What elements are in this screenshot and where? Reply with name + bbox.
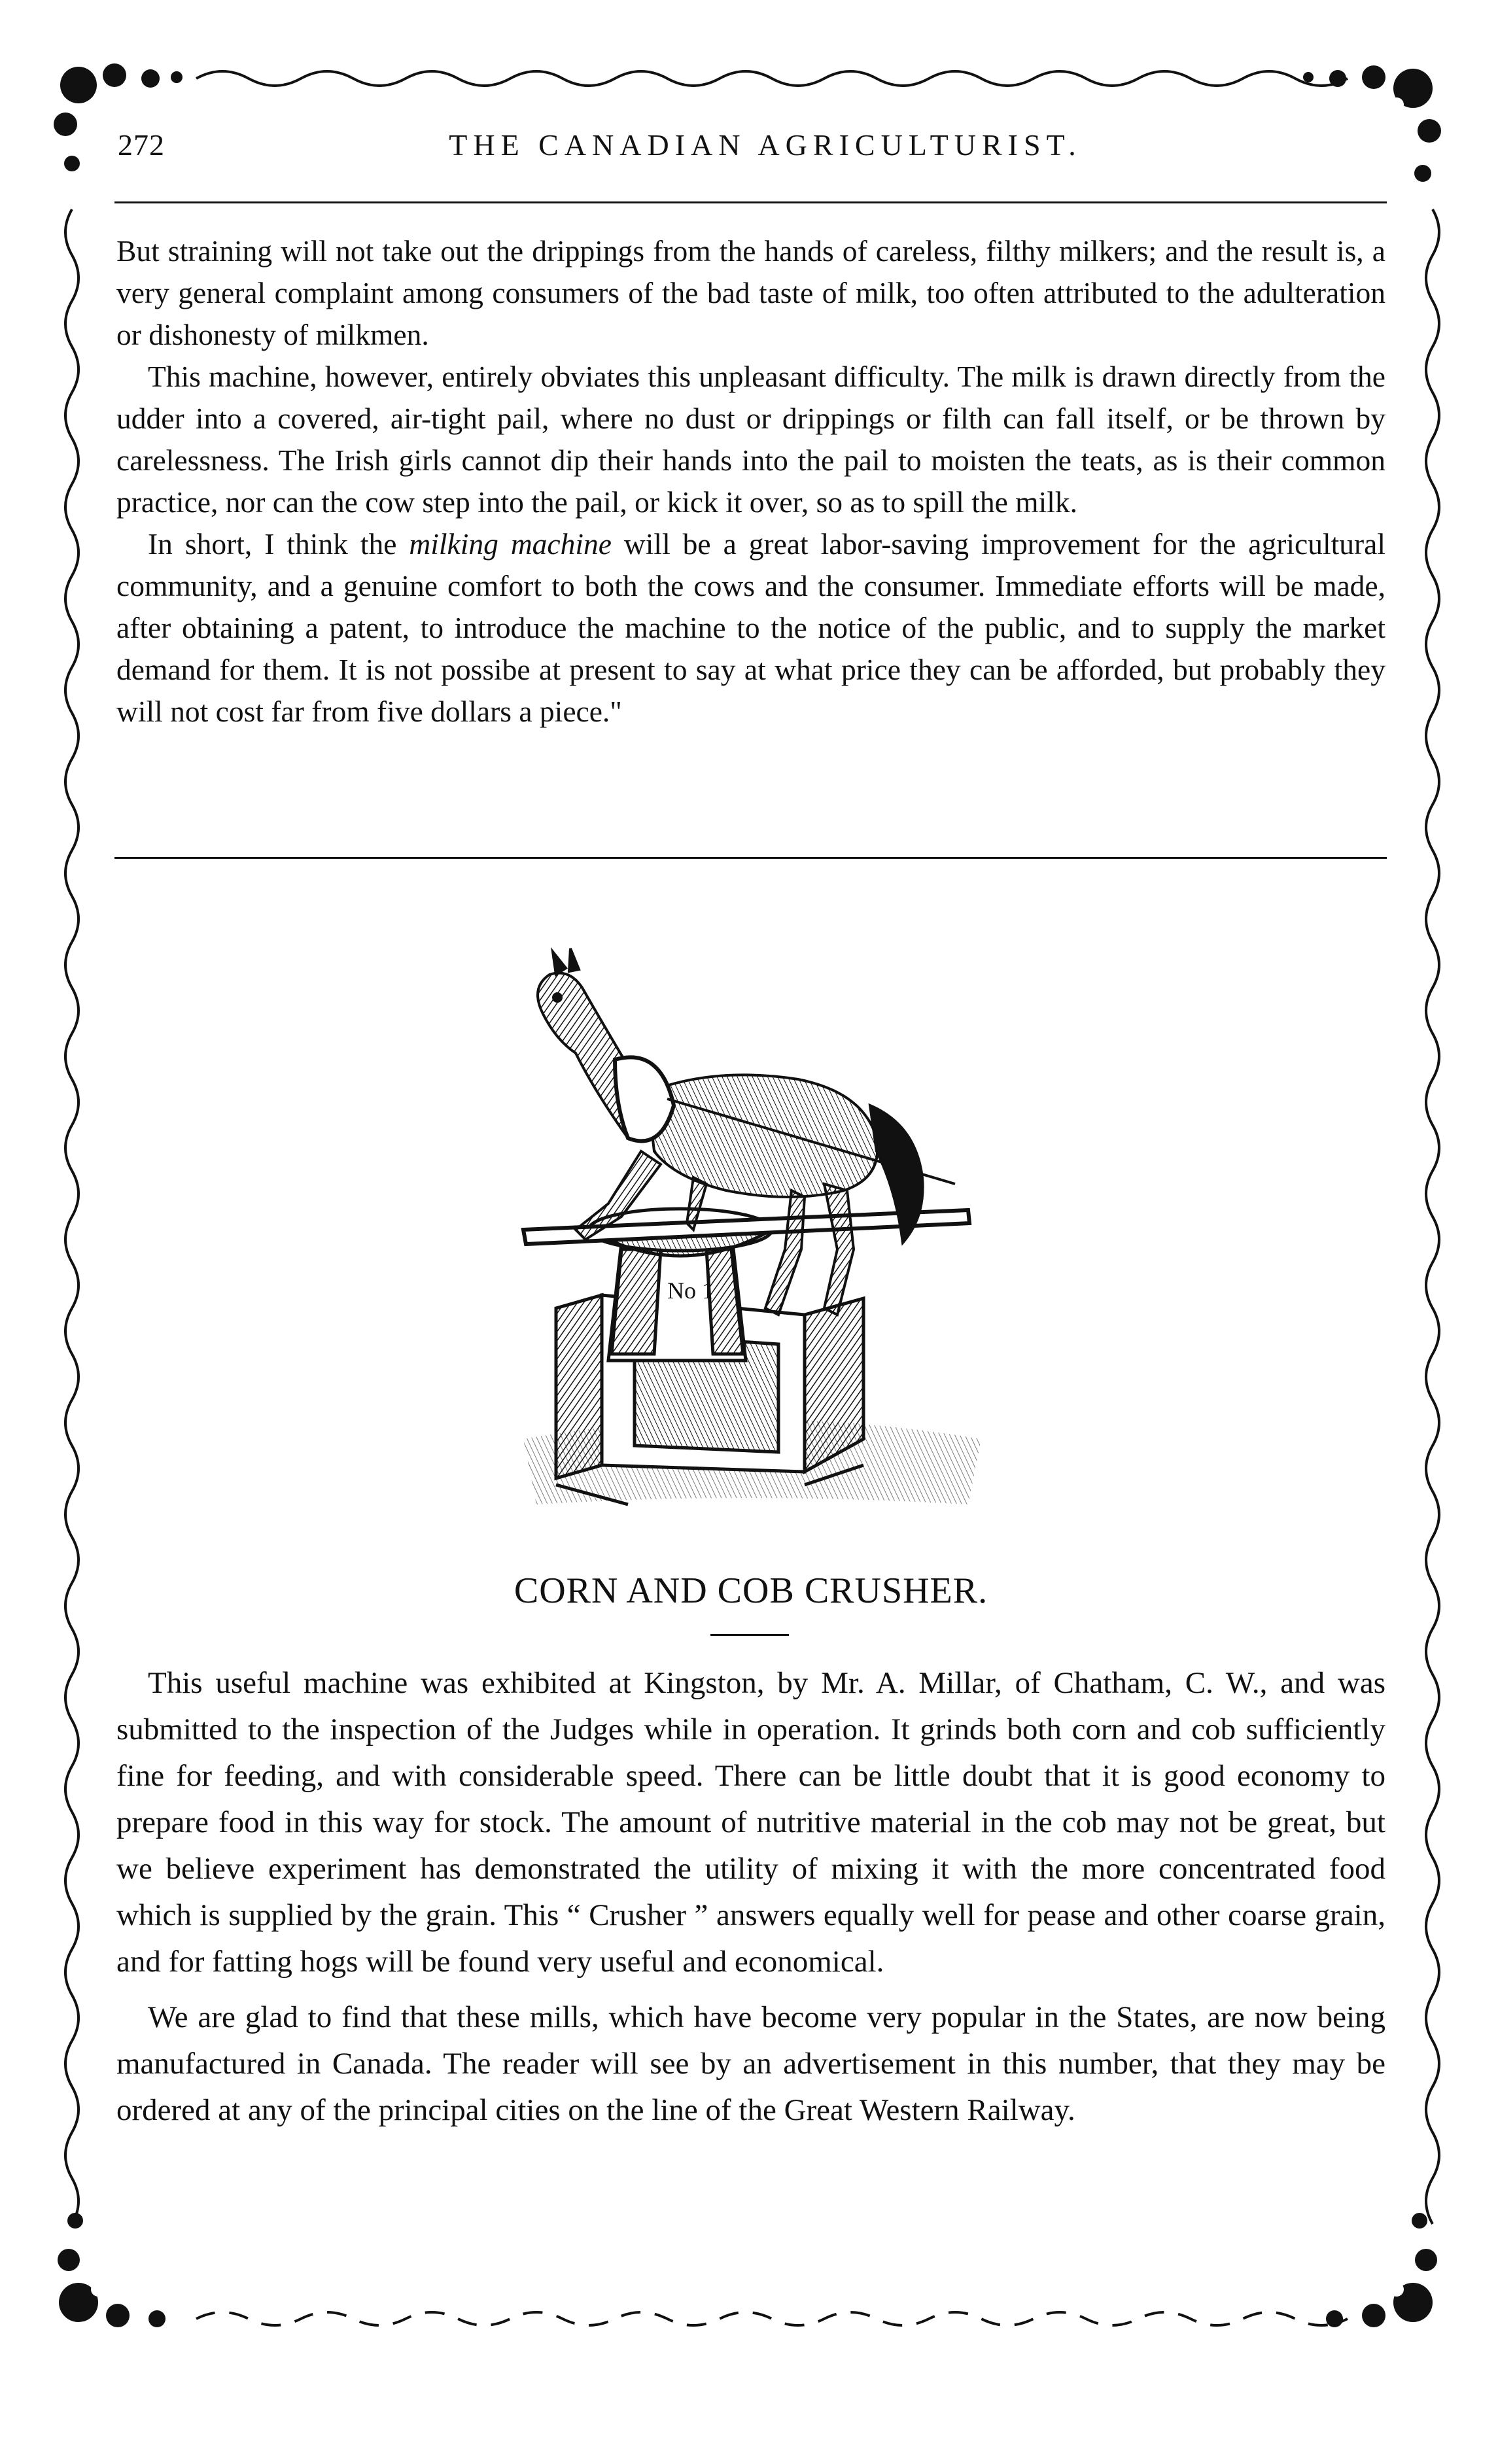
page-number: 272 — [118, 128, 165, 162]
crusher-paragraph-2: We are glad to find that these mills, which have become very popular in the States, are now being manufactured in Canada. The reader will see by an advertisement in this number, that they may be ordered at any of the principal cities on the line of the Great Western Railway. — [116, 2000, 1385, 2127]
left-border-line — [65, 209, 78, 2224]
paragraph-3-lead: In short, I think the — [148, 527, 409, 561]
plate-label: No 1 — [667, 1277, 714, 1304]
running-header — [118, 128, 1387, 173]
crusher-paragraph-1: This useful machine was exhibited at Kingston, by Mr. A. Millar, of Chatham, C. W., and was submitted to the inspection of the Judges while in operation. It grinds both corn and cob sufficiently fine for feeding, and with considerable speed. There can be little doubt that it is good economy to prepare food in this way for stock. The amount of nutritive material in the cob may not be great, but we believe experiment has demonstrated the utility of mixing it with the more concentrated food which is supplied by the grain. This “ Crusher ” answers equally well for pease and other coarse grain, and for fatting hogs will be found very useful and economical. — [116, 1666, 1385, 1979]
paragraph-3-rest: will be a great labor-saving improvement for the agricultural community, and a genuine comfort to both the cows and the consumer. Immediate efforts will be made, after obtaining a patent, to introduce the machine to the notice of the public, and to supply the market demand for them. It is not possibe at present to say at what price they can be afforded, but probably they will not cost far from five dollars a piece." — [116, 527, 1385, 728]
milking-paragraph-1: But straining will not take out the drippings from the hands of careless, filthy milkers; and the result is, a very general complaint among consumers of the bad taste of milk, too often attributed to the adulteration or dishonesty of milkmen. — [116, 234, 1385, 351]
milking-paragraph-3 — [116, 523, 1385, 733]
header-rule — [114, 201, 1387, 203]
article-title: CORN AND COB CRUSHER. — [514, 1570, 988, 1611]
corner-ornament-bottom-right — [1326, 2213, 1437, 2327]
title-rule — [710, 1634, 789, 1636]
section-divider — [114, 857, 1387, 859]
bottom-border-line — [196, 2312, 1348, 2325]
milking-paragraph-2: This machine, however, entirely obviates this unpleasant difficulty. The milk is drawn directly from the udder into a covered, air-tight pail, where no dust or drippings or filth can fall itself, or be thrown by carelessness. The Irish girls cannot dip their hands into the pail to moisten the teats, as is their common practice, nor can the cow step into the pail, or kick it over, so as to spill the milk. — [116, 360, 1385, 519]
right-border-line — [1426, 209, 1439, 2224]
crusher-article — [116, 1660, 1385, 2134]
top-border-line — [196, 71, 1348, 86]
crusher-engraving — [497, 942, 1007, 1518]
milking-machine-emphasis: milking machine — [409, 527, 612, 561]
grinding-drum — [608, 1243, 746, 1361]
milking-article — [116, 230, 1385, 733]
horse — [538, 948, 955, 1315]
corner-ornament-bottom-left — [58, 2213, 165, 2327]
journal-title: THE CANADIAN AGRICULTURIST. — [449, 128, 1082, 162]
